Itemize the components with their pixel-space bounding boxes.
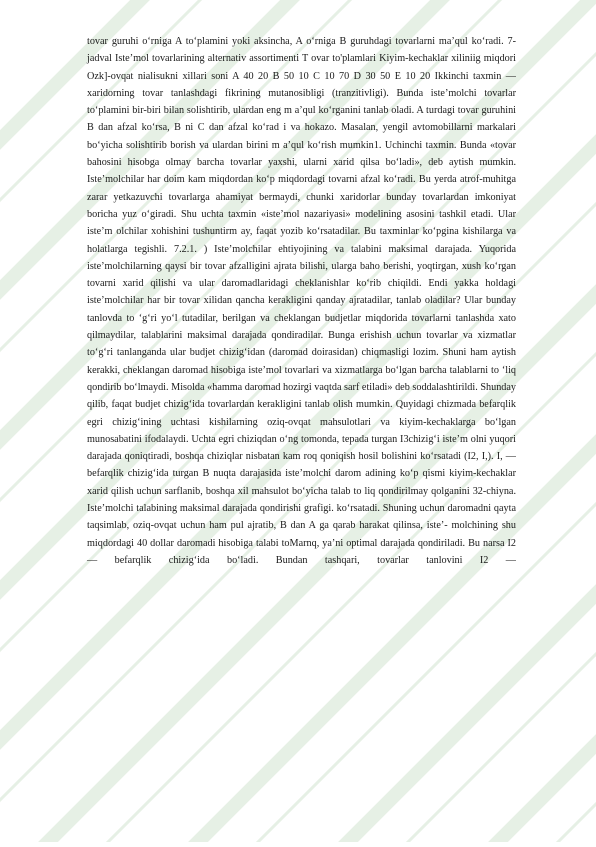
document-page [87,33,516,569]
body-paragraph: tovar guruhi o‘rniga A to‘plamini yoki aksincha, A o‘rniga B guruhdagi tovarlarni ma’qul ko‘radi. 7-jadval Iste’mol tovarlarining alternativ assortimenti T ovar to'plamlari Kiyim-kechaklar xiliniig miqdori Ozk]-ovqat nialisukni xillari soni A 40 20 B 50 10 C 10 70 D 30 50 E 10 20 Ikkinchi taxmin — xaridorning tovar tanlashdagi fikrining mutanosibligi (tranzitivligi). Bunda iste’molchi tovarlar to‘plamini bir-biri bilan solishtirib, ulardan eng m a’qul ko‘rganini tanlab oladi. A turdagi tovar guruhini B dan afzal ko‘rsa, B ni C dan afzal ko‘rad i va hokazo. Masalan, yengil avtomobillarni markalari bo‘yicha solishtirib borish va ulardan birini m a’qul ko‘rish mumkin1. Uchinchi taxmin. Bunda «tovar bahosini hisobga olmay barcha tovarlar yaxshi, ularni xarid qilsa bo‘ladi», deb aytish mumkin. Iste’molchilar har doim kam miqdordan ko‘p miqdordagi tovarni afzal ko‘radi. Bu yerda atrof-muhitga zarar yetkazuvchi tovarlarga ahamiyat bermaydi, chunki xaridorlar bunday tovarlardan imkoniyat boricha yuz o‘giradi. Shu uchta taxmin «iste’mol nazariyasi» modelining asosini tashkil etadi. Ular iste’m olchilar xohishini tushuntirm ay, faqat yozib ko‘rsatadilar. Bu taxminlar ko‘pgina kishilarga va holatlarga tegishli. 7.2.1. ) Iste’molchilar ehtiyojining va talabini maksimal darajada. Yuqorida iste’molchilarning qaysi bir tovar afzalligini ajrata bilishi, ularga baho berishi, yoqtirgan, xush ko‘rgan tovarni xarid qilishi va ular daromadlaridagi cheklanishlar ko‘rib chiqildi. Endi yakka holdagi iste’molchilar har bir tovar xilidan qancha kerakligini qanday ajratadilar, tanlab oladilar? Ular bunday tanlovda to ‘g‘ri yo‘l tutadilar, berilgan va cheklangan budjetlar miqdorida tovarlarni tanlashda xato qilmaydilar, talablarini maksimal darajada qondiradilar. Bunga erishish uchun tovarlar va xizmatlar to‘g‘ri tanlanganda ular budjet chizig‘idan (daromad doirasidan) chiqmasligi lozim. Shuni ham aytish kerakki, cheklangan daromad hisobiga iste’mol tovarlari va xizmatlarga bo‘lgan barcha talablarni to ‘liq qondirib bo‘lmaydi. Misolda «hamma daromad hozirgi vaqtda sarf etiladi» deb soddalashtirildi. Shunday qilib, faqat budjet chizig‘ida tovarlardan kerakligini tanlab olish mumkin. Quyidagi chizmada befarqlik egri chizig‘ining uchtasi kishilarning oziq-ovqat mahsulotlari va kiyim-kechaklarga bo‘lgan munosabatini ifodalaydi. Uchta egri chiziqdan o‘ng tomonda, tepada turgan I3chizig‘i iste’m olni yuqori darajada qoniqtiradi, boshqa chiziqlar nisbatan kam roq qoniqish hosil bolishini ko‘rsatadi (I2, I,). I, — befarqlik chizig‘ida turgan B nuqta darajasida iste’molchi darom adining ko‘p qismi kiyim-kechaklar xarid qilish uchun sarflanib, boshqa xil mahsulot bo‘yicha talab to liq qondirilmay qolganini 32-chiyna. Iste’molchi talabining maksimal darajada qondirishi grafigi. ko‘rsatadi. Shuning uchun daromadni qayta taqsimlab, oziq-ovqat uchun ham pul ajratib, B dan A ga qarab harakat qilinsa, iste’- molchining shu miqdordagi 40 dollar daromadi hisobiga talabi toMarnq, ya’ni optimal darajada qondiriladi. Bu narsa I2 — befarqlik chizig‘ida bo‘ladi. Bundan tashqari, tovarlar tanlovini I2 — [87,36,516,566]
